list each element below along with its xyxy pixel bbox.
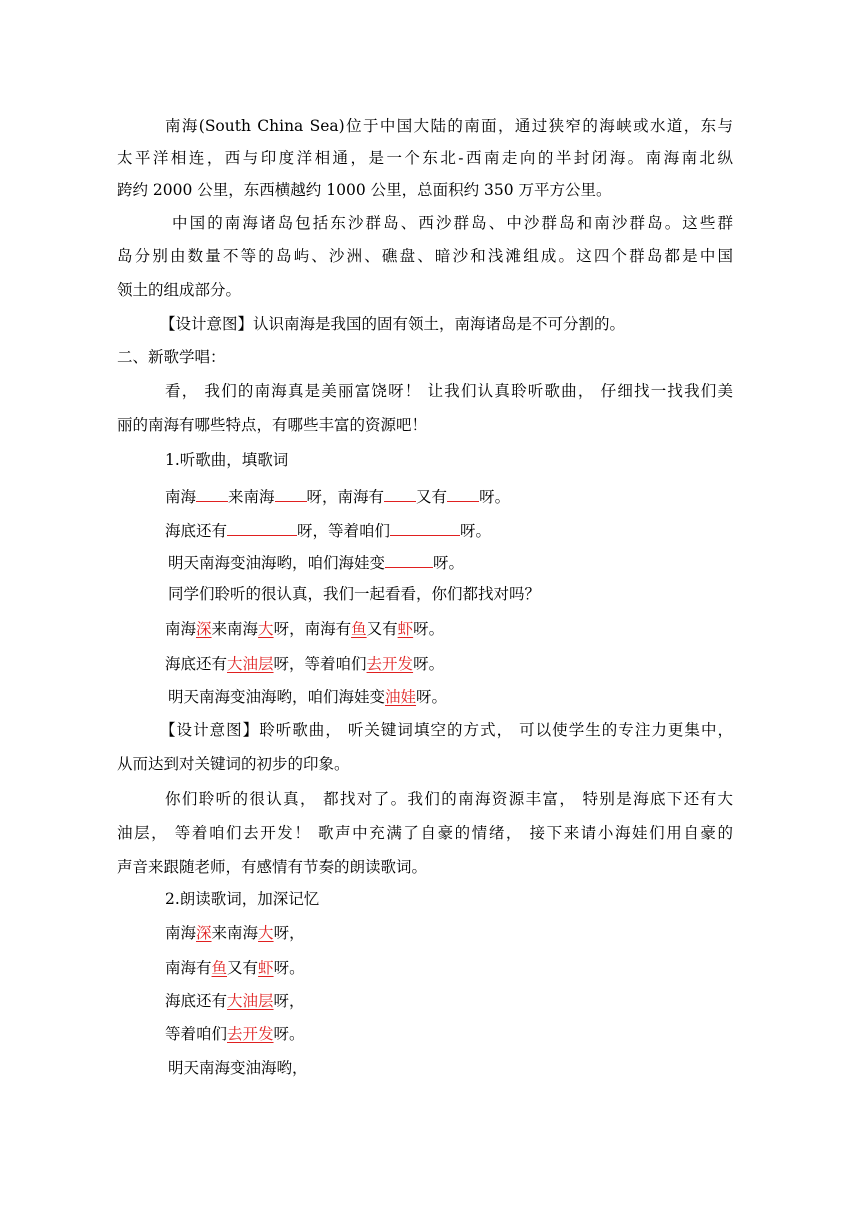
text: 呀。 [416,688,448,706]
blank-field[interactable] [384,485,416,502]
text: 呀， [273,992,305,1010]
answer-line-1 [165,619,444,639]
blank-line-2 [165,519,491,541]
step-2-heading: 2.朗读歌词，加深记忆 [165,890,320,908]
text: 明天南海变油海哟，咱们海娃变 [168,554,386,572]
answer-line-2 [165,654,444,674]
text: 又有 [416,488,448,506]
text: 中国的南海诸岛包括东沙群岛、西沙群岛、中沙群岛和南沙群岛。这些群 [172,214,733,232]
answer-word: 虾 [397,620,414,638]
text: 南海 [165,488,197,506]
text: 呀。 [479,488,511,506]
recite-line-2 [165,958,305,978]
paragraph-4-line-1 [165,789,733,809]
answer-line-3 [168,687,447,707]
section-heading: 二、新歌学唱： [117,348,226,366]
text: 呀， [273,924,305,942]
text: 【设计意图】聆听歌曲， 听关键词填空的方式， 可以使学生的专注力更集中， [160,721,733,739]
paragraph-4-line-3: 声音来跟随老师，有感情有节奏的朗读歌词。 [117,858,428,876]
design-intent-2-line-1 [160,720,733,740]
paragraph-3-line-2: 丽的南海有哪些特点，有哪些丰富的资源吧！ [117,416,428,434]
blank-field[interactable] [227,519,297,536]
answer-word: 去开发 [227,1025,274,1043]
text: 海底还有 [165,655,228,673]
paragraph-4-line-2 [117,823,733,843]
text: 南海 [165,924,197,942]
blank-line-1 [165,485,510,507]
answer-word: 大 [258,620,274,638]
blank-field[interactable] [196,485,228,502]
text: 呀。 [273,959,305,977]
paragraph-1-line-2 [117,148,733,168]
text: 呀，南海有 [306,488,385,506]
blank-field[interactable] [390,519,460,536]
text: 来南海 [211,924,259,942]
text: 等着咱们 [165,1025,228,1043]
text: 南海 [165,620,197,638]
blank-field[interactable] [385,551,433,568]
text: 呀，等着咱们 [297,522,391,540]
answer-word: 油娃 [385,688,417,706]
text: 海底还有 [165,992,228,1010]
answer-word: 深 [196,924,212,942]
step-1-heading: 1.听歌曲，填歌词 [165,451,289,469]
recite-line-1 [165,923,305,943]
text: 呀。 [460,522,492,540]
text: 呀。 [413,620,445,638]
answer-word: 去开发 [366,655,414,673]
text: 呀，南海有 [273,620,352,638]
design-intent-1: 【设计意图】认识南海是我国的固有领土，南海诸岛是不可分割的。 [160,315,626,333]
recite-line-4 [165,1024,305,1044]
text: 岛分别由数量不等的岛屿、沙洲、礁盘、暗沙和浅滩组成。这四个群岛都是中国 [117,247,733,265]
text: 呀。 [273,1025,305,1043]
paragraph-3-line-1 [165,381,733,401]
text: 来南海 [211,620,259,638]
text: 来南海 [228,488,275,506]
answer-word: 大油层 [227,992,274,1010]
answer-word: 鱼 [351,620,367,638]
check-prompt: 同学们聆听的很认真，我们一起看看，你们都找对吗？ [168,585,541,603]
text: 南海(South China Sea)位于中国大陆的南面，通过狭窄的海峡或水道，东与 [165,117,733,135]
answer-word: 大油层 [227,655,274,673]
text: 油层， 等着咱们去开发！ 歌声中充满了自豪的情绪， 接下来请小海娃们用自豪的 [117,824,733,842]
text: 呀。 [413,655,445,673]
text: 看， 我们的南海真是美丽富饶呀！ 让我们认真聆听歌曲， 仔细找一找我们美 [165,382,733,400]
paragraph-2-line-3: 领土的组成部分。 [117,281,242,299]
paragraph-1-line-1 [165,116,733,136]
answer-word: 虾 [258,959,274,977]
blank-line-3 [168,551,464,573]
text: 呀。 [433,554,465,572]
recite-line-5: 明天南海变油海哟， [168,1059,308,1077]
text: 又有 [227,959,259,977]
text: 呀，等着咱们 [273,655,367,673]
answer-word: 大 [258,924,274,942]
paragraph-2-line-2 [117,246,733,266]
text: 明天南海变油海哟，咱们海娃变 [168,688,386,706]
answer-word: 鱼 [211,959,228,977]
design-intent-2-line-2: 从而达到对关键词的初步的印象。 [117,755,350,773]
text: 南海有 [165,959,212,977]
blank-field[interactable] [275,485,307,502]
answer-word: 深 [196,620,212,638]
text: 海底还有 [165,522,228,540]
blank-field[interactable] [447,485,479,502]
text: 你们聆听的很认真， 都找对了。我们的南海资源丰富， 特别是海底下还有大 [165,790,733,808]
paragraph-2-line-1 [172,213,733,233]
text: 又有 [366,620,398,638]
paragraph-1-line-3: 跨约 2000 公里，东西横越约 1000 公里，总面积约 350 万平方公里。 [117,181,612,199]
text: 太平洋相连，西与印度洋相通，是一个东北-西南走向的半封闭海。南海南北纵 [117,149,733,167]
recite-line-3 [165,991,305,1011]
